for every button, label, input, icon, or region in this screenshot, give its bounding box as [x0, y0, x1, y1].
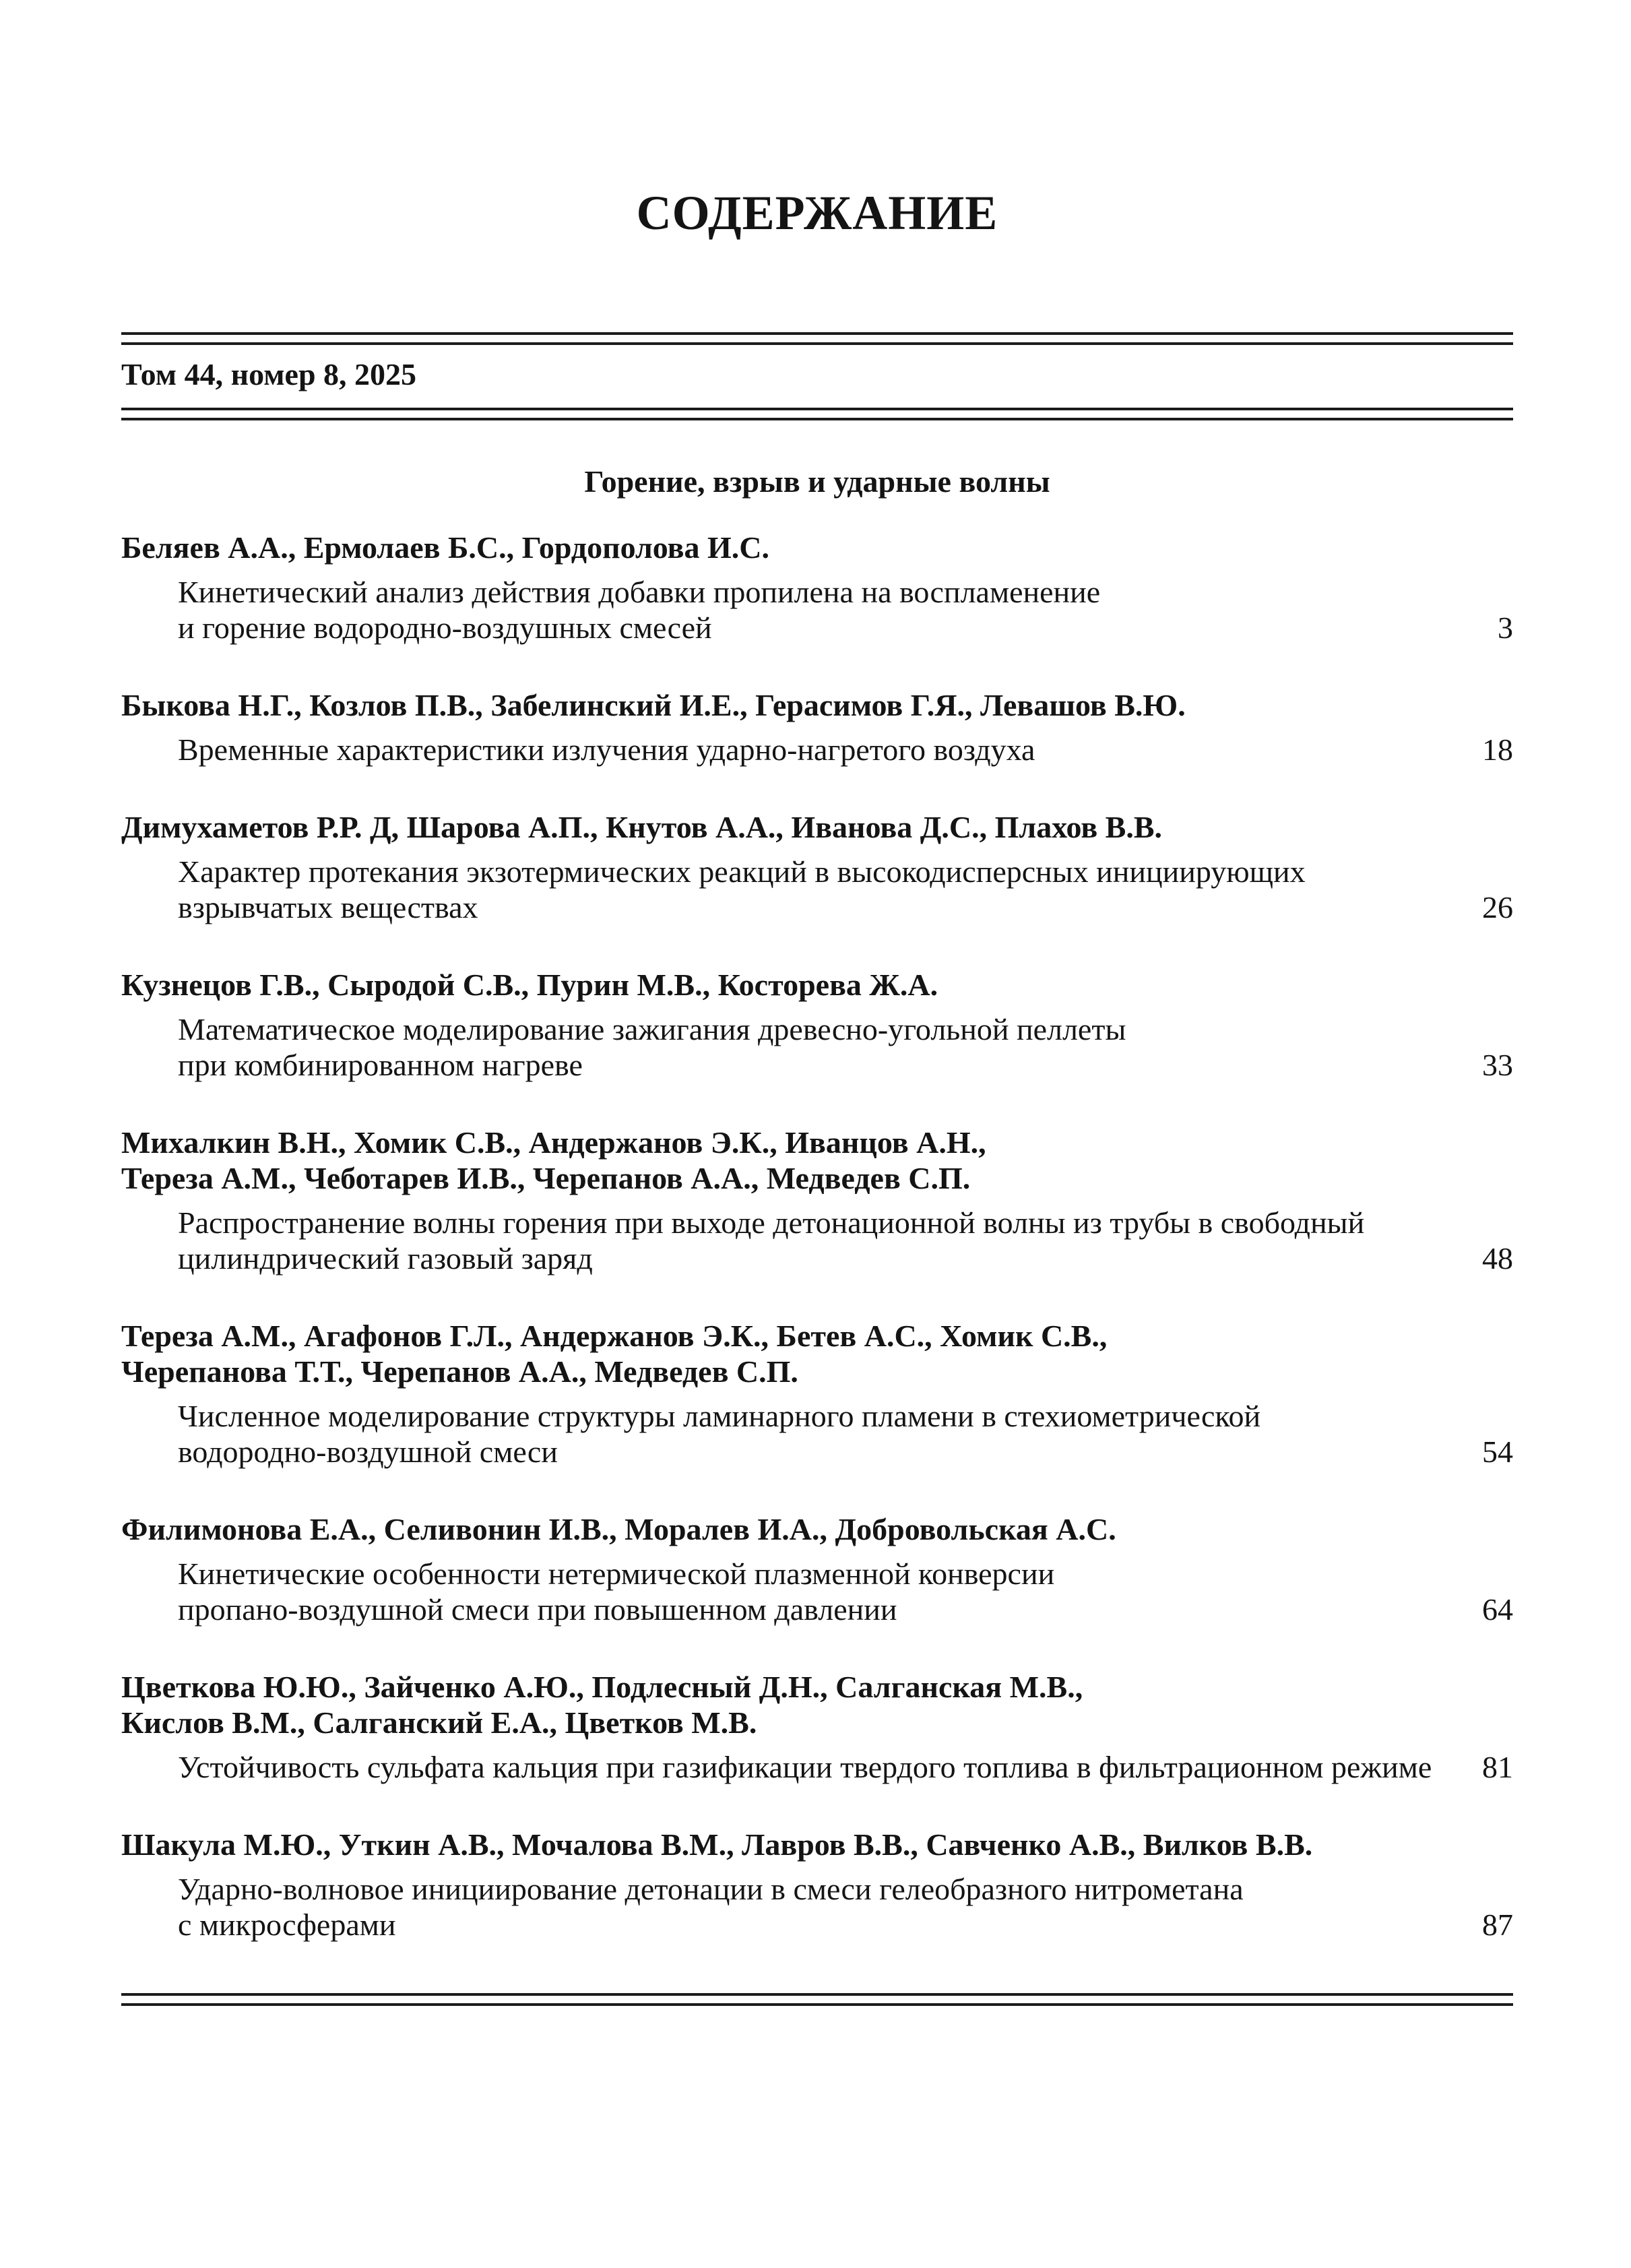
authors-line: Димухаметов Р.Р. Д, Шарова А.П., Кнутов А.А., Иванова Д.С., Плахов В.В. — [121, 810, 1163, 844]
entry-title-row — [121, 1749, 1513, 1785]
authors-line: Кузнецов Г.В., Сыродой С.В., Пурин М.В., Косторева Ж.А. — [121, 968, 938, 1002]
entry-page-number: 87 — [1482, 1908, 1513, 1942]
title-line: Ударно-волновое инициирование детонации в смеси гелеобразного нитрометана — [178, 1872, 1244, 1906]
entry-title-row — [121, 854, 1513, 925]
entry-page-number: 54 — [1482, 1435, 1513, 1469]
entry-authors — [121, 530, 1513, 565]
entry-title — [178, 1398, 1455, 1470]
authors-line: Тереза А.М., Чеботарев И.В., Черепанов А.А., Медведев С.П. — [121, 1161, 971, 1195]
title-line: и горение водородно-воздушных смесей — [178, 610, 712, 645]
title-line: с микросферами — [178, 1908, 396, 1942]
authors-line: Кислов В.М., Салганский Е.А., Цветков М.В. — [121, 1705, 757, 1740]
entry-title — [178, 574, 1471, 645]
title-line: Кинетические особенности нетермической плазменной конверсии — [178, 1556, 1055, 1591]
entry-title — [178, 1749, 1455, 1785]
title-line: Временные характеристики излучения ударно-нагретого воздуха — [178, 732, 1035, 767]
title-line: водородно-воздушной смеси — [178, 1435, 558, 1469]
authors-line: Шакула М.Ю., Уткин А.В., Мочалова В.М., Лавров В.В., Савченко А.В., Вилков В.В. — [121, 1827, 1313, 1862]
title-line: Устойчивость сульфата кальция при газификации твердого топлива в фильтрационном режиме — [178, 1750, 1432, 1784]
entry-authors — [121, 1318, 1513, 1389]
title-line: пропано-воздушной смеси при повышенном давлении — [178, 1592, 897, 1627]
entry-title-row — [121, 1011, 1513, 1083]
authors-line: Тереза А.М., Агафонов Г.Л., Андержанов Э.К., Бетев А.С., Хомик С.В., — [121, 1319, 1108, 1353]
authors-line: Михалкин В.Н., Хомик С.В., Андержанов Э.К., Иванцов А.Н., — [121, 1125, 986, 1160]
entry-authors — [121, 687, 1513, 723]
entry-title-row — [121, 1556, 1513, 1627]
toc-entry-3 — [121, 809, 1513, 925]
entry-page-number: 33 — [1482, 1048, 1513, 1082]
divider-middle — [121, 408, 1513, 420]
entry-page-number: 18 — [1482, 732, 1513, 767]
entry-authors — [121, 967, 1513, 1003]
entry-title-row — [121, 574, 1513, 645]
entry-authors — [121, 1827, 1513, 1862]
title-line: Кинетический анализ действия добавки пропилена на воспламенение — [178, 575, 1101, 609]
authors-line: Черепанова Т.Т., Черепанов А.А., Медведев С.П. — [121, 1354, 798, 1389]
authors-line: Беляев А.А., Ермолаев Б.С., Гордополова И.С. — [121, 530, 769, 565]
volume-line: Том 44, номер 8, 2025 — [121, 357, 417, 391]
entry-authors — [121, 1511, 1513, 1547]
entry-page-number: 26 — [1482, 890, 1513, 924]
page-title: СОДЕРЖАНИЕ — [636, 186, 998, 240]
toc-entry-4 — [121, 967, 1513, 1083]
title-line: цилиндрический газовый заряд — [178, 1241, 593, 1275]
divider-top — [121, 332, 1513, 345]
entry-title — [178, 732, 1455, 767]
toc-entry-8 — [121, 1669, 1513, 1785]
entry-title — [178, 854, 1455, 925]
authors-line: Филимонова Е.А., Селивонин И.В., Моралев И.А., Добровольская А.С. — [121, 1512, 1116, 1546]
entry-title-row — [121, 1205, 1513, 1276]
entry-title-row — [121, 732, 1513, 767]
entry-title — [178, 1011, 1455, 1083]
divider-bottom — [121, 1993, 1513, 2006]
entry-title — [178, 1556, 1455, 1627]
authors-line: Быкова Н.Г., Козлов П.В., Забелинский И.Е., Герасимов Г.Я., Левашов В.Ю. — [121, 688, 1186, 722]
toc-entry-7 — [121, 1511, 1513, 1627]
entries-list — [121, 530, 1513, 1943]
entry-title — [178, 1871, 1455, 1943]
toc-entry-2 — [121, 687, 1513, 767]
title-line: при комбинированном нагреве — [178, 1048, 583, 1082]
toc-entry-5 — [121, 1125, 1513, 1276]
entry-authors — [121, 1125, 1513, 1196]
title-line: Распространение волны горения при выходе детонационной волны из трубы в свободный — [178, 1205, 1365, 1240]
entry-page-number: 3 — [1498, 610, 1513, 645]
title-line: взрывчатых веществах — [178, 890, 478, 924]
entry-page-number: 81 — [1482, 1750, 1513, 1784]
toc-entry-9 — [121, 1827, 1513, 1943]
title-line: Характер протекания экзотермических реакций в высокодисперсных инициирующих — [178, 854, 1306, 889]
toc-entry-6 — [121, 1318, 1513, 1470]
entry-page-number: 48 — [1482, 1241, 1513, 1275]
entry-authors — [121, 1669, 1513, 1740]
title-line: Численное моделирование структуры ламинарного пламени в стехиометрической — [178, 1399, 1261, 1433]
authors-line: Цветкова Ю.Ю., Зайченко А.Ю., Подлесный Д.Н., Салганская М.В., — [121, 1670, 1083, 1704]
entry-title-row — [121, 1871, 1513, 1943]
entry-authors — [121, 809, 1513, 845]
entry-title — [178, 1205, 1455, 1276]
entry-page-number: 64 — [1482, 1592, 1513, 1627]
toc-entry-1 — [121, 530, 1513, 645]
section-heading: Горение, взрыв и ударные волны — [584, 464, 1050, 499]
entry-title-row — [121, 1398, 1513, 1470]
title-line: Математическое моделирование зажигания древесно-угольной пеллеты — [178, 1012, 1126, 1046]
